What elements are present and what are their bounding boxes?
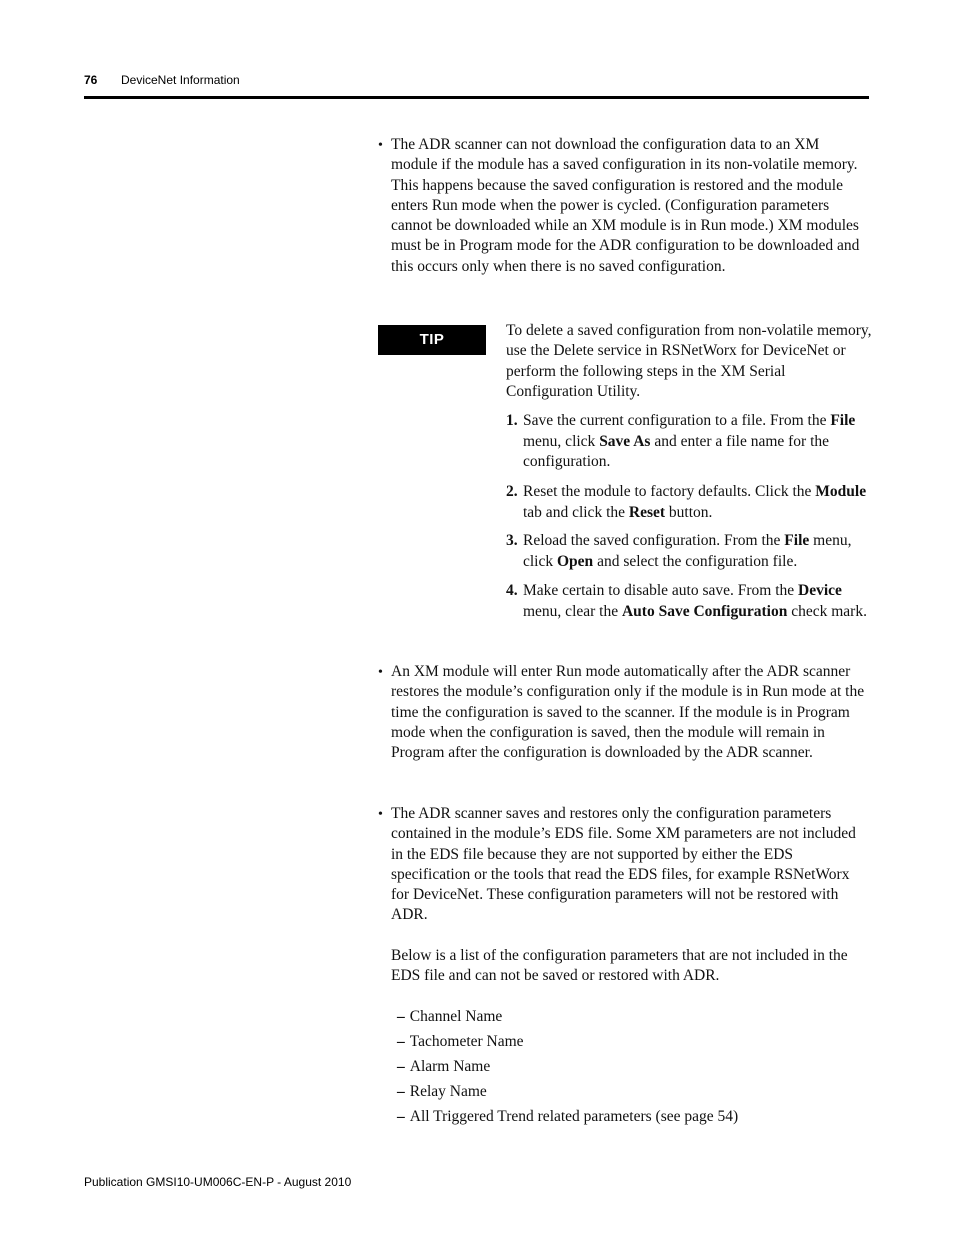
button-name: Reset [628, 503, 666, 521]
bullet-marker: • [378, 665, 383, 680]
step-number: 2. [506, 483, 518, 500]
tab-name: Module [815, 483, 867, 500]
command-name: Save As [599, 432, 651, 450]
section-title: DeviceNet Information [121, 73, 240, 87]
tip-step-3: 3. Reload the saved configuration. From the File menu, click Open and select the configuration file. [506, 532, 852, 570]
tip-step-2: 2. Reset the module to factory defaults. Click the Module tab and click the Reset button. [506, 483, 867, 521]
option-name: Auto Save Configuration [621, 602, 788, 620]
list-item: – Relay Name [397, 1083, 487, 1100]
tip-step-1: 1. Save the current configuration to a file. From the File menu, click Save As and enter a file name for the configuration. [506, 412, 856, 470]
list-item: – Tachometer Name [397, 1033, 524, 1050]
step-number: 1. [506, 412, 518, 429]
list-intro: Below is a list of the configuration parameters that are not included in the EDS file and can not be saved or restored with ADR. [391, 947, 848, 985]
list-item: – All Triggered Trend related parameters (see page 54) [397, 1108, 739, 1125]
menu-name: File [830, 412, 856, 429]
publication-footer: Publication GMSI10-UM006C-EN-P - August 2010 [84, 1175, 352, 1189]
bullet-paragraph-2: An XM module will enter Run mode automatically after the ADR scanner restores the module’s configuration only if the module is in Run mode at the time the configuration is saved to the scanner. If the module is in Program mode when the configuration is saved, then the module will remain in Program after the configuration is downloaded by the ADR scanner. [391, 663, 865, 762]
tip-label: TIP [378, 325, 486, 355]
bullet-paragraph-3: The ADR scanner saves and restores only the configuration parameters contained in the module’s EDS file. Some XM parameters are not included in the EDS file because they are not supported by either the EDS specification or the tools that read the EDS files, for example RSNetWorx for DeviceNet. These configuration parameters will not be restored with ADR. [391, 805, 856, 924]
list-item: – Alarm Name [397, 1058, 491, 1075]
bullet-marker: • [378, 138, 383, 153]
tip-step-4: 4. Make certain to disable auto save. From the Device menu, clear the Auto Save Configuration check mark. [506, 582, 867, 620]
page-number: 76 [84, 73, 98, 87]
tip-intro: To delete a saved configuration from non-volatile memory, use the Delete service in RSNetWorx for DeviceNet or perform the following steps in the XM Serial Configuration Utility. [506, 322, 872, 400]
step-number: 4. [506, 582, 518, 599]
header-rule [84, 96, 869, 99]
bullet-marker: • [378, 807, 383, 822]
menu-name: Device [798, 582, 842, 599]
step-number: 3. [506, 532, 518, 549]
bullet-paragraph-1: The ADR scanner can not download the configuration data to an XM module if the module has a saved configuration in its non-volatile memory. This happens because the saved configuration is restored and the module enters Run mode when the power is cycled. (Configuration parameters cannot be downloaded while an XM module is in Run mode.) XM modules must be in Program mode for the ADR configuration to be downloaded and this occurs only when there is no saved configuration. [391, 136, 860, 275]
menu-name: File [784, 532, 810, 549]
command-name: Open [557, 552, 594, 570]
list-item: – Channel Name [397, 1008, 503, 1025]
